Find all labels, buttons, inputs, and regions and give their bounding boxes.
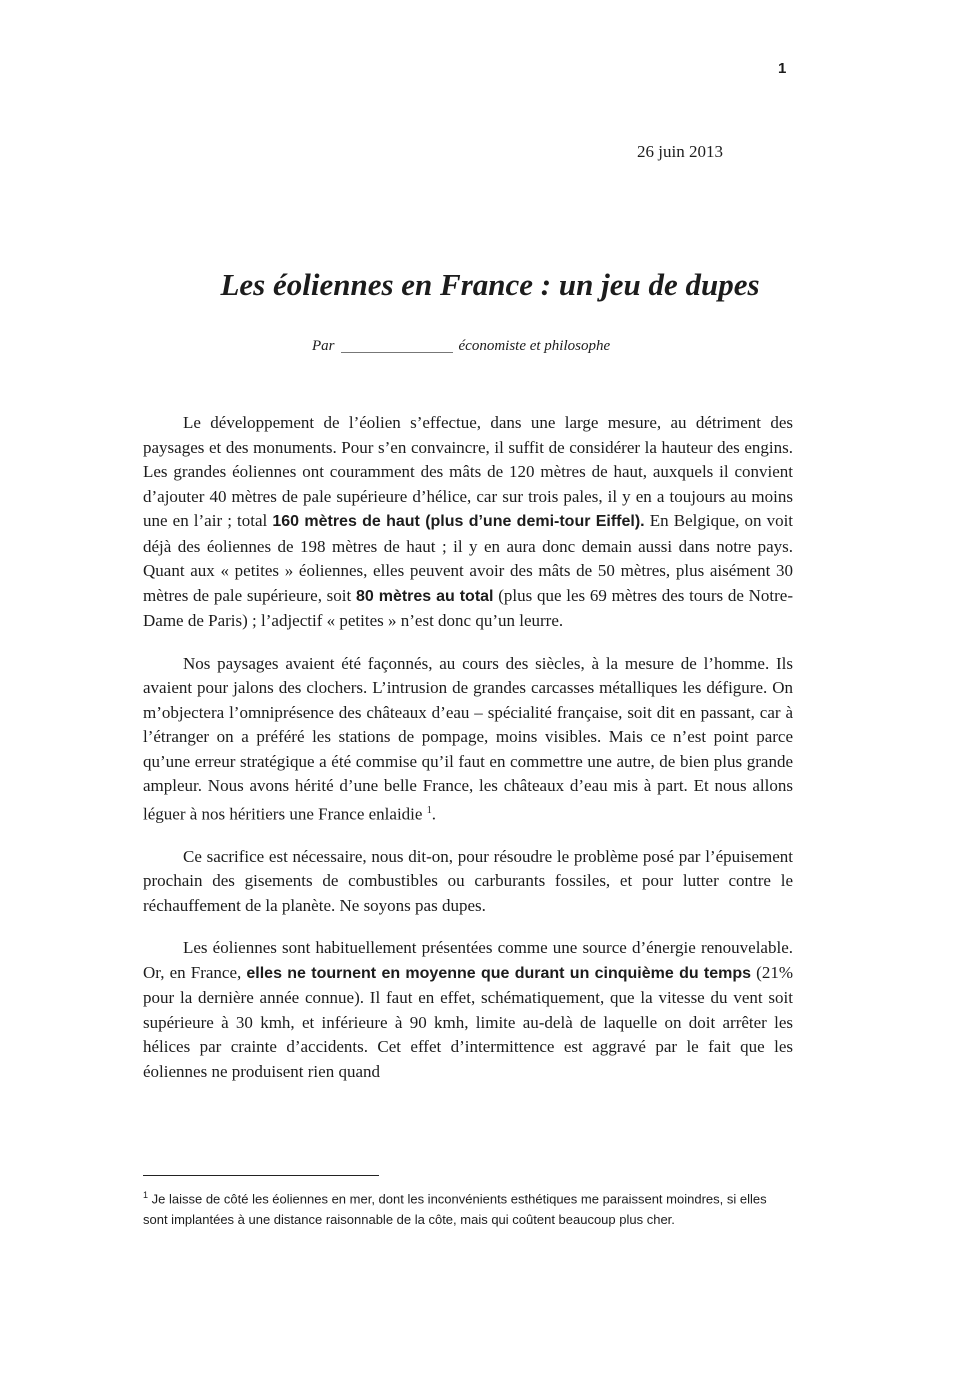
paragraph-text: Nos paysages avaient été façonnés, au cours des siècles, à la mesure de l’homme. Ils avaient pour jalons des clochers. L’intrusion de grandes carcasses métalliques les défigure. On m’objectera l’omniprésence des châteaux d’eau – spécialité française, soit dit en passant, car à l’étranger on a préféré les stations de pompage, moins visibles. Mais ce n’est point parce qu’une erreur stratégique a été commise qu’il faut en commettre une autre, de bien plus grande ampleur. Nous avons hérité d’une belle France, les châteaux d’eau mis à part. Et nous allons léguer à nos héritiers une France enlaidie <box>143 653 793 824</box>
emphasis-text: elles ne tournent en moyenne que durant un cinquième du temps <box>246 964 752 982</box>
footnote-divider <box>143 1175 379 1176</box>
byline-role: économiste et philosophe <box>458 338 611 354</box>
paragraph-4 <box>143 936 793 1084</box>
footnote-marker: 1 <box>143 1190 149 1200</box>
paragraph-3: Ce sacrifice est nécessaire, nous dit-on, pour résoudre le problème posé par l’épuisement prochain des gisements de combustibles ou carburants fossiles, et pour lutter contre le réchauffement de la planète. Ne soyons pas dupes. <box>143 846 793 915</box>
paragraph-text: (plus que les 69 mètres des tours de Notre-Dame de Paris) ; l’adjectif « petites » n’est donc qu’un leurre. <box>143 585 793 630</box>
footnote-text: Je laisse de côté les éoliennes en mer, dont les inconvénients esthétiques me paraissent moindres, si elles sont implantées à une distance raisonnable de la côte, mais qui coûtent beaucoup plus cher. <box>143 1191 767 1228</box>
paragraph-text: (21% pour la dernière année connue). Il faut en effet, schématiquement, que la vitesse du vent soit supérieure à 30 kmh, et inférieure à 90 kmh, limite au-delà de laquelle on doit arrêter les hélices par crainte d’accidents. Cet effet d’intermittence est aggravé par le fait que les éoliennes ne produisent rien quand <box>143 962 793 1081</box>
document-date: 26 juin 2013 <box>637 142 723 161</box>
byline <box>312 338 610 355</box>
footnote <box>143 1185 773 1230</box>
article-body <box>143 411 793 1102</box>
paragraph-2 <box>143 652 793 827</box>
paragraph-text: Le développement de l’éolien s’effectue, dans une large mesure, au détriment des paysages et des monuments. Pour s’en convaincre, il suffit de considérer la hauteur des engins. Les grandes éoliennes ont couramment des mâts de 120 mètres de haut, auxquels il convient d’ajouter 40 mètres de pale supérieure d’hélice, car sur trois pales, il y en a toujours au moins une en l’air ; total <box>143 413 793 530</box>
redacted-author-name <box>341 351 453 353</box>
paragraph-text: . <box>431 804 436 824</box>
document-title: Les éoliennes en France : un jeu de dupes <box>220 267 760 302</box>
byline-prefix: Par <box>312 338 335 354</box>
emphasis-text: 160 mètres de haut (plus d’une demi-tour Eiffel). <box>272 513 645 530</box>
paragraph-text: Les éoliennes sont habituellement présentées comme une source d’énergie renouvelable. Or, en France, <box>143 938 793 982</box>
emphasis-text: 80 mètres au total <box>355 587 494 605</box>
paragraph-text: En Belgique, on voit déjà des éoliennes de 198 mètres de haut ; il y en aura donc demain aussi dans notre pays. Quant aux « petites » éoliennes, elles peuvent avoir des mâts de 50 mètres, plus aisément 30 mètres de pale supérieure, soit <box>143 511 794 605</box>
footnote-reference[interactable]: 1 <box>426 804 432 816</box>
paragraph-1 <box>143 411 793 634</box>
page-number: 1 <box>778 60 787 77</box>
